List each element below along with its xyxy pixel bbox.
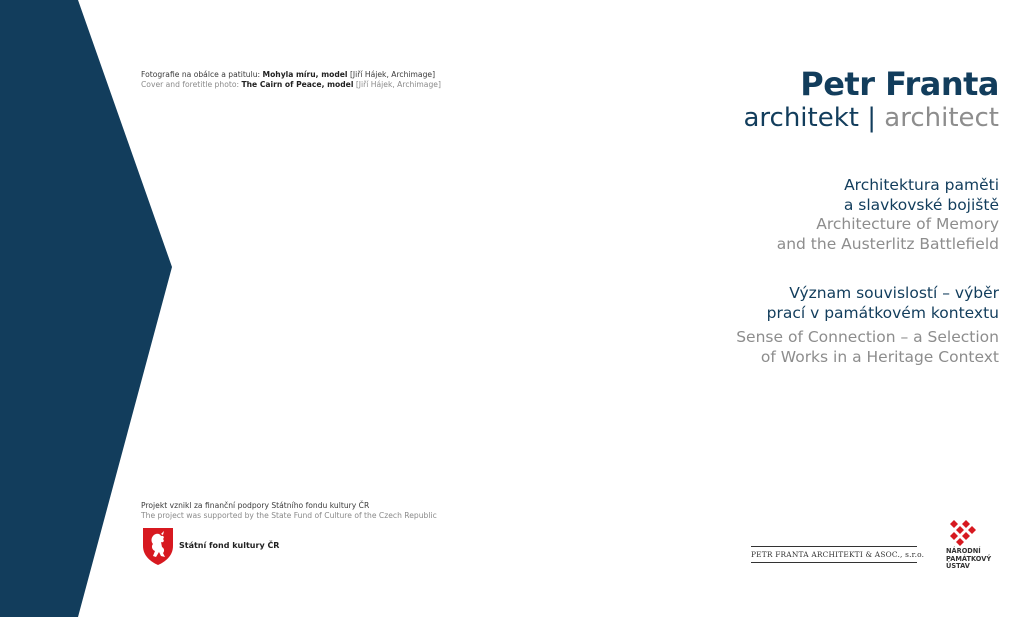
navy-chevron-shape xyxy=(0,0,172,617)
state-fund-name: Státní fond kultury ČR xyxy=(179,540,280,550)
npu-logo xyxy=(946,520,1006,571)
author-name: Petr Franta xyxy=(800,65,999,103)
czech-lion-shield-icon xyxy=(141,526,175,566)
state-fund-logo xyxy=(141,526,279,566)
npu-emblem-icon xyxy=(946,520,978,546)
npu-name: NÁRODNÍ PAMÁTKOVÝ ÚSTAV xyxy=(946,547,992,571)
cover-credit-en: Cover and foretitle photo: The Cairn of Peace, model [Jiří Hájek, Archimage] xyxy=(141,80,441,89)
cover-photo-credit xyxy=(141,70,441,90)
logo-rule-bottom xyxy=(751,562,917,563)
pfa-name: PETR FRANTA ARCHITEKTI & ASOC., s.r.o. xyxy=(751,550,925,559)
petr-franta-architekti-logo xyxy=(751,546,925,563)
funding-note: Projekt vznikl za finanční podpory Státního fondu kultury ČR The project was supported by the State Fund of Culture of the Czech Republic xyxy=(141,501,437,520)
author-profession: architekt | architect xyxy=(743,103,999,133)
cover-credit-cz: Fotografie na obálce a patitulu: Mohyla míru, model [Jiří Hájek, Archimage] xyxy=(141,70,436,79)
book-title-section-1: Architektura paměti a slavkovské bojiště Architecture of Memory and the Austerlitz Battlefield xyxy=(776,176,999,253)
title-block xyxy=(743,66,999,134)
book-title-section-2: Význam souvislostí – výběr prací v památkovém kontextu Sense of Connection – a Selection of Works in a Heritage Context xyxy=(736,284,999,366)
